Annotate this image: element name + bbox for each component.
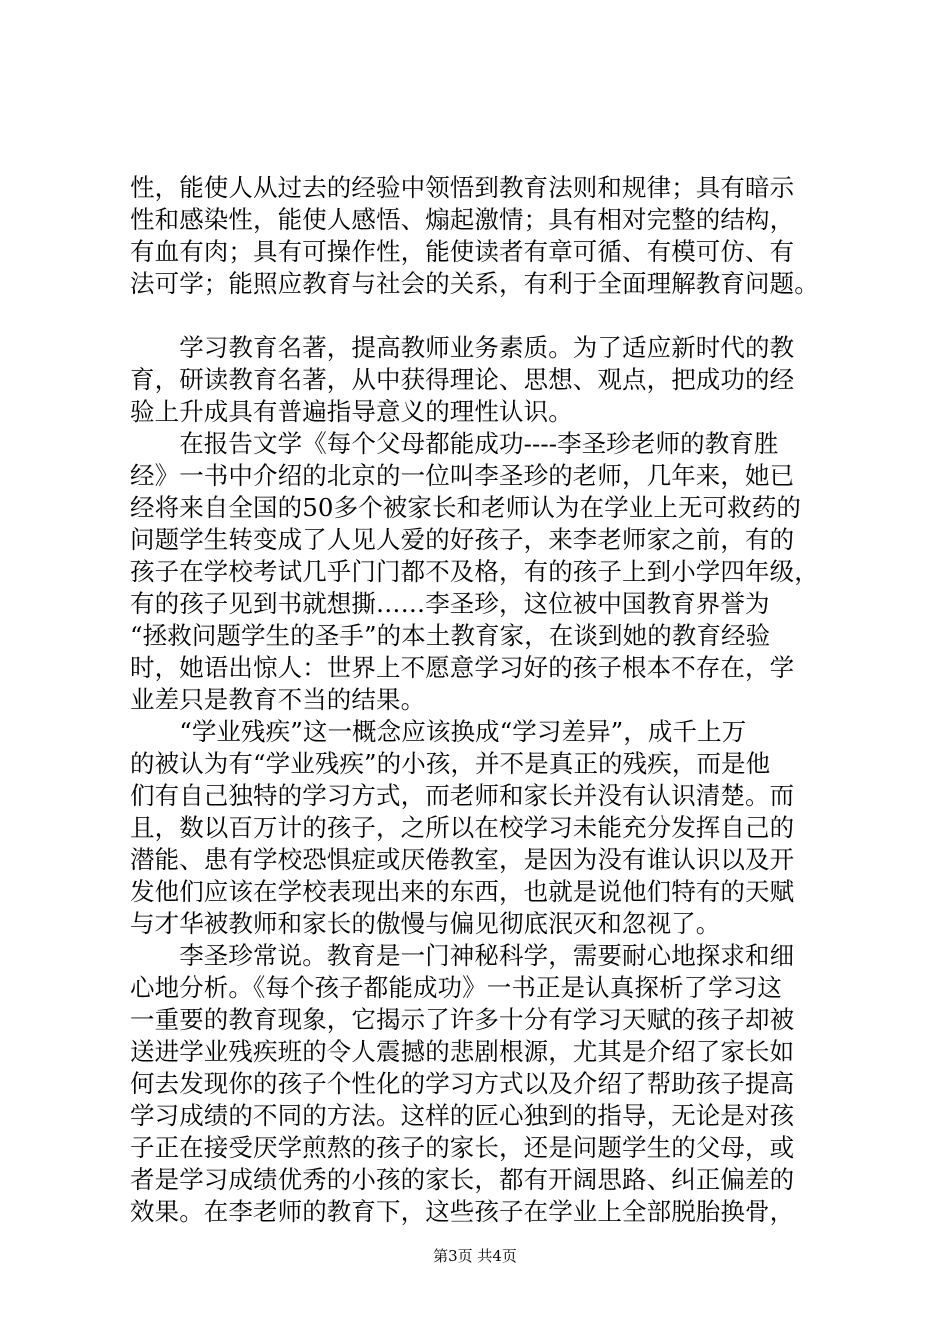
text-line: 且，数以百万计的孩子，之所以在校学习未能充分发挥自己的 [130, 813, 795, 842]
paragraph-gap [130, 300, 855, 332]
text-line: 性和感染性，能使人感悟、煽起激情；具有相对完整的结构， [130, 205, 795, 234]
text-line: “学业残疾”这一概念应该换成“学习差异”，成千上万 [130, 717, 747, 746]
text-line: 与才华被教师和家长的傲慢与偏见彻底泯灭和忽视了。 [130, 909, 721, 938]
text-line: 业差只是教育不当的结果。 [130, 685, 426, 714]
text-line: 学习成绩的不同的方法。这样的匠心独到的指导，无论是对孩 [130, 1101, 795, 1130]
text-line: 送进学业残疾班的令人震撼的悲剧根源，尤其是介绍了家长如 [130, 1037, 795, 1066]
text-line: 的被认为有“学业残疾”的小孩，并不是真正的残疾，而是他 [130, 749, 771, 778]
text-line: 验上升成具有普遍指导意义的理性认识。 [130, 397, 573, 426]
text-line: 性，能使人从过去的经验中领悟到教育法则和规律；具有暗示 [130, 173, 795, 202]
text-line: 在报告文学《每个父母都能成功----李圣珍老师的教育胜 [130, 429, 779, 458]
text-line: 心地分析。《每个孩子都能成功》一书正是认真探析了学习这 [130, 973, 782, 1002]
page-number: 第3页 共4页 [433, 1247, 517, 1265]
text-line: 经》一书中介绍的北京的一位叫李圣珍的老师，几年来，她已 [130, 461, 795, 490]
text-line: 有的孩子见到书就想撕……李圣珍，这位被中国教育界誉为 [130, 589, 770, 618]
text-line: 一重要的教育现象，它揭示了许多十分有学习天赋的孩子却被 [130, 1005, 795, 1034]
text-line: “拯救问题学生的圣手”的本土教育家，在谈到她的教育经验 [130, 621, 771, 650]
text-line: 效果。在李老师的教育下，这些孩子在学业上全部脱胎换骨， [130, 1197, 795, 1226]
text-line: 子正在接受厌学煎熬的孩子的家长，还是问题学生的父母，或 [130, 1133, 795, 1162]
text-line: 法可学；能照应教育与社会的关系，有利于全面理解教育问题。 [130, 269, 819, 298]
text-line: 孩子在学校考试几乎门门都不及格，有的孩子上到小学四年级， [130, 557, 819, 586]
text-line: 潜能、患有学校恐惧症或厌倦教室，是因为没有谁认识以及开 [130, 845, 795, 874]
text-line: 何去发现你的孩子个性化的学习方式以及介绍了帮助孩子提高 [130, 1069, 795, 1098]
text-line: 时，她语出惊人：世界上不愿意学习好的孩子根本不存在，学 [130, 653, 795, 682]
text-line: 李圣珍常说。教育是一门神秘科学，需要耐心地探求和细 [130, 941, 795, 970]
text-line: 们有自己独特的学习方式，而老师和家长并没有认识清楚。而 [130, 781, 795, 810]
text-line: 发他们应该在学校表现出来的东西，也就是说他们特有的天赋 [130, 877, 795, 906]
text-line: 学习教育名著，提高教师业务素质。为了适应新时代的教 [130, 333, 795, 362]
text-line: 问题学生转变成了人见人爱的好孩子，来李老师家之前，有的 [130, 525, 795, 554]
body-text [130, 172, 855, 1228]
text-line: 经将来自全国的50多个被家长和老师认为在学业上无可救药的 [130, 493, 801, 522]
text-line: 有血有肉；具有可操作性，能使读者有章可循、有模可仿、有 [130, 237, 795, 266]
text-line: 育，研读教育名著，从中获得理论、思想、观点，把成功的经 [130, 365, 795, 394]
text-line: 者是学习成绩优秀的小孩的家长，都有开阔思路、纠正偏差的 [130, 1165, 795, 1194]
